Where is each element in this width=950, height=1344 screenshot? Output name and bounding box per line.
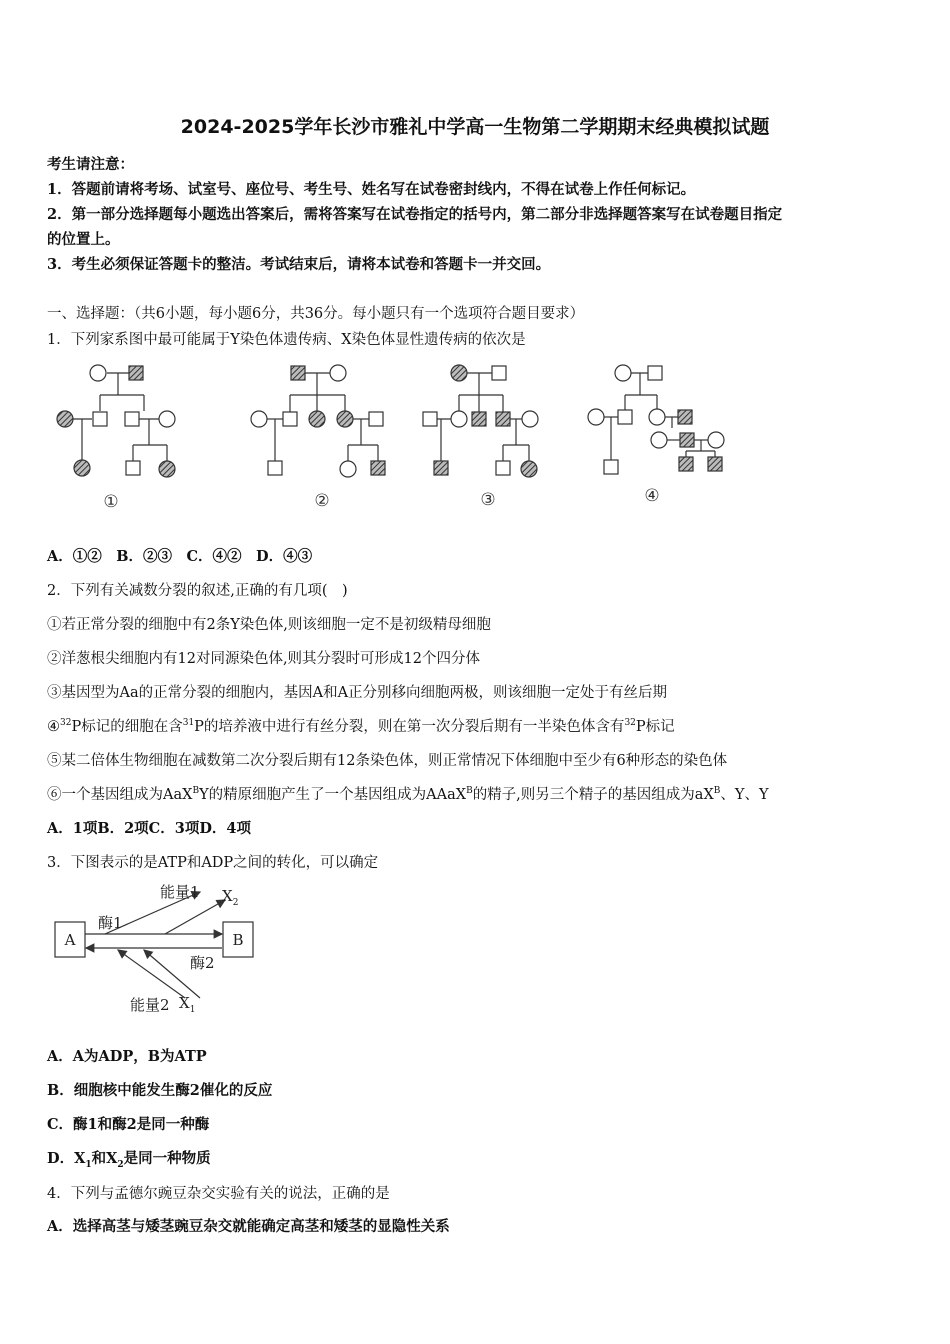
q2-statement-2: ②洋葱根尖细胞内有12对同源染色体,则其分裂时可形成12个四分体 [47, 651, 481, 667]
pedigree-label-1: ① [103, 492, 119, 512]
q3-option-a: A．A为ADP，B为ATP [47, 1048, 207, 1065]
q2-stem: 2．下列有关减数分裂的叙述,正确的有几项( ) [47, 583, 348, 599]
notice-item-2-cont: 的位置上。 [47, 231, 120, 248]
q2-statement-5: ⑤某二倍体生物细胞在减数第二次分裂后期有12条染色体，则正常情况下体细胞中至少有6种形态的染色体 [47, 753, 728, 769]
label-a: A [64, 931, 76, 949]
section-heading: 一、选择题：（共6小题，每小题6分，共36分。每小题只有一个选项符合题目要求） [47, 306, 585, 322]
notice-item-2: 2．第一部分选择题每小题选出答案后，需将答案写在试卷指定的括号内，第二部分非选择题答案写在试卷题目指定 [47, 206, 783, 223]
notice-heading: 考生请注意： [47, 156, 134, 173]
q2-options: A．1项B．2项C．3项D．4项 [47, 820, 251, 837]
q3-option-d: D．$X_1$和$X_2$是同一种物质 [47, 1150, 211, 1170]
label-x2: $X_2$ [222, 887, 239, 908]
atp-adp-diagram [50, 880, 290, 1020]
q1-stem: 1．下列家系图中最可能属于Y染色体遗传病、X染色体显性遗传病的依次是 [47, 332, 526, 348]
q4-stem: 4．下列与孟德尔豌豆杂交实验有关的说法，正确的是 [47, 1186, 390, 1202]
pedigree-label-2: ② [314, 491, 330, 511]
label-b: B [232, 931, 244, 949]
exam-title: 2024-2025学年长沙市雅礼中学高一生物第二学期期末经典模拟试题 [180, 116, 770, 138]
pedigree-4 [588, 365, 724, 474]
notice-item-1: 1．答题前请将考场、试室号、座位号、考生号、姓名写在试卷密封线内，不得在试卷上作任何标记。 [47, 181, 696, 198]
label-energy2: 能量2 [130, 996, 170, 1014]
q2-statement-4: ④$^{32}$P标记的细胞在含$^{31}$P的培养液中进行有丝分裂，则在第一次分裂后期有一半染色体含有$^{32}$P标记 [47, 718, 675, 735]
q3-stem: 3．下图表示的是ATP和ADP之间的转化，可以确定 [47, 855, 379, 871]
notice-item-3: 3．考生必须保证答题卡的整洁。考试结束后，请将本试卷和答题卡一并交回。 [47, 256, 551, 273]
q1-options: A．①② B．②③ C．④② D．④③ [47, 548, 313, 565]
label-energy1: 能量1 [160, 883, 200, 901]
label-enzyme2: 酶2 [190, 954, 215, 972]
q4-option-a: A．选择高茎与矮茎豌豆杂交就能确定高茎和矮茎的显隐性关系 [47, 1218, 450, 1235]
q2-statement-1: ①若正常分裂的细胞中有2条Y染色体,则该细胞一定不是初级精母细胞 [47, 617, 491, 633]
label-x1: $X_1$ [179, 994, 196, 1015]
pedigree-figure [45, 355, 765, 515]
pedigree-1 [57, 365, 175, 477]
pedigree-label-4: ④ [644, 486, 660, 506]
pedigree-2 [251, 365, 385, 477]
pedigree-label-3: ③ [480, 490, 496, 510]
q3-option-b: B．细胞核中能发生酶2催化的反应 [47, 1082, 273, 1099]
pedigree-3 [423, 365, 538, 477]
q2-statement-6: ⑥一个基因组成为AaX$^B$Y的精原细胞产生了一个基因组成为AAaX$^B$的精子,则另三个精子的基因组成为$aX^B$、Y、Y [47, 786, 769, 803]
label-enzyme1: 酶1 [98, 914, 123, 932]
q3-option-c: C．酶1和酶2是同一种酶 [47, 1116, 210, 1133]
q2-statement-3: ③基因型为Aa的正常分裂的细胞内，基因A和A正分别移向细胞两极，则该细胞一定处于有丝后期 [47, 685, 668, 701]
